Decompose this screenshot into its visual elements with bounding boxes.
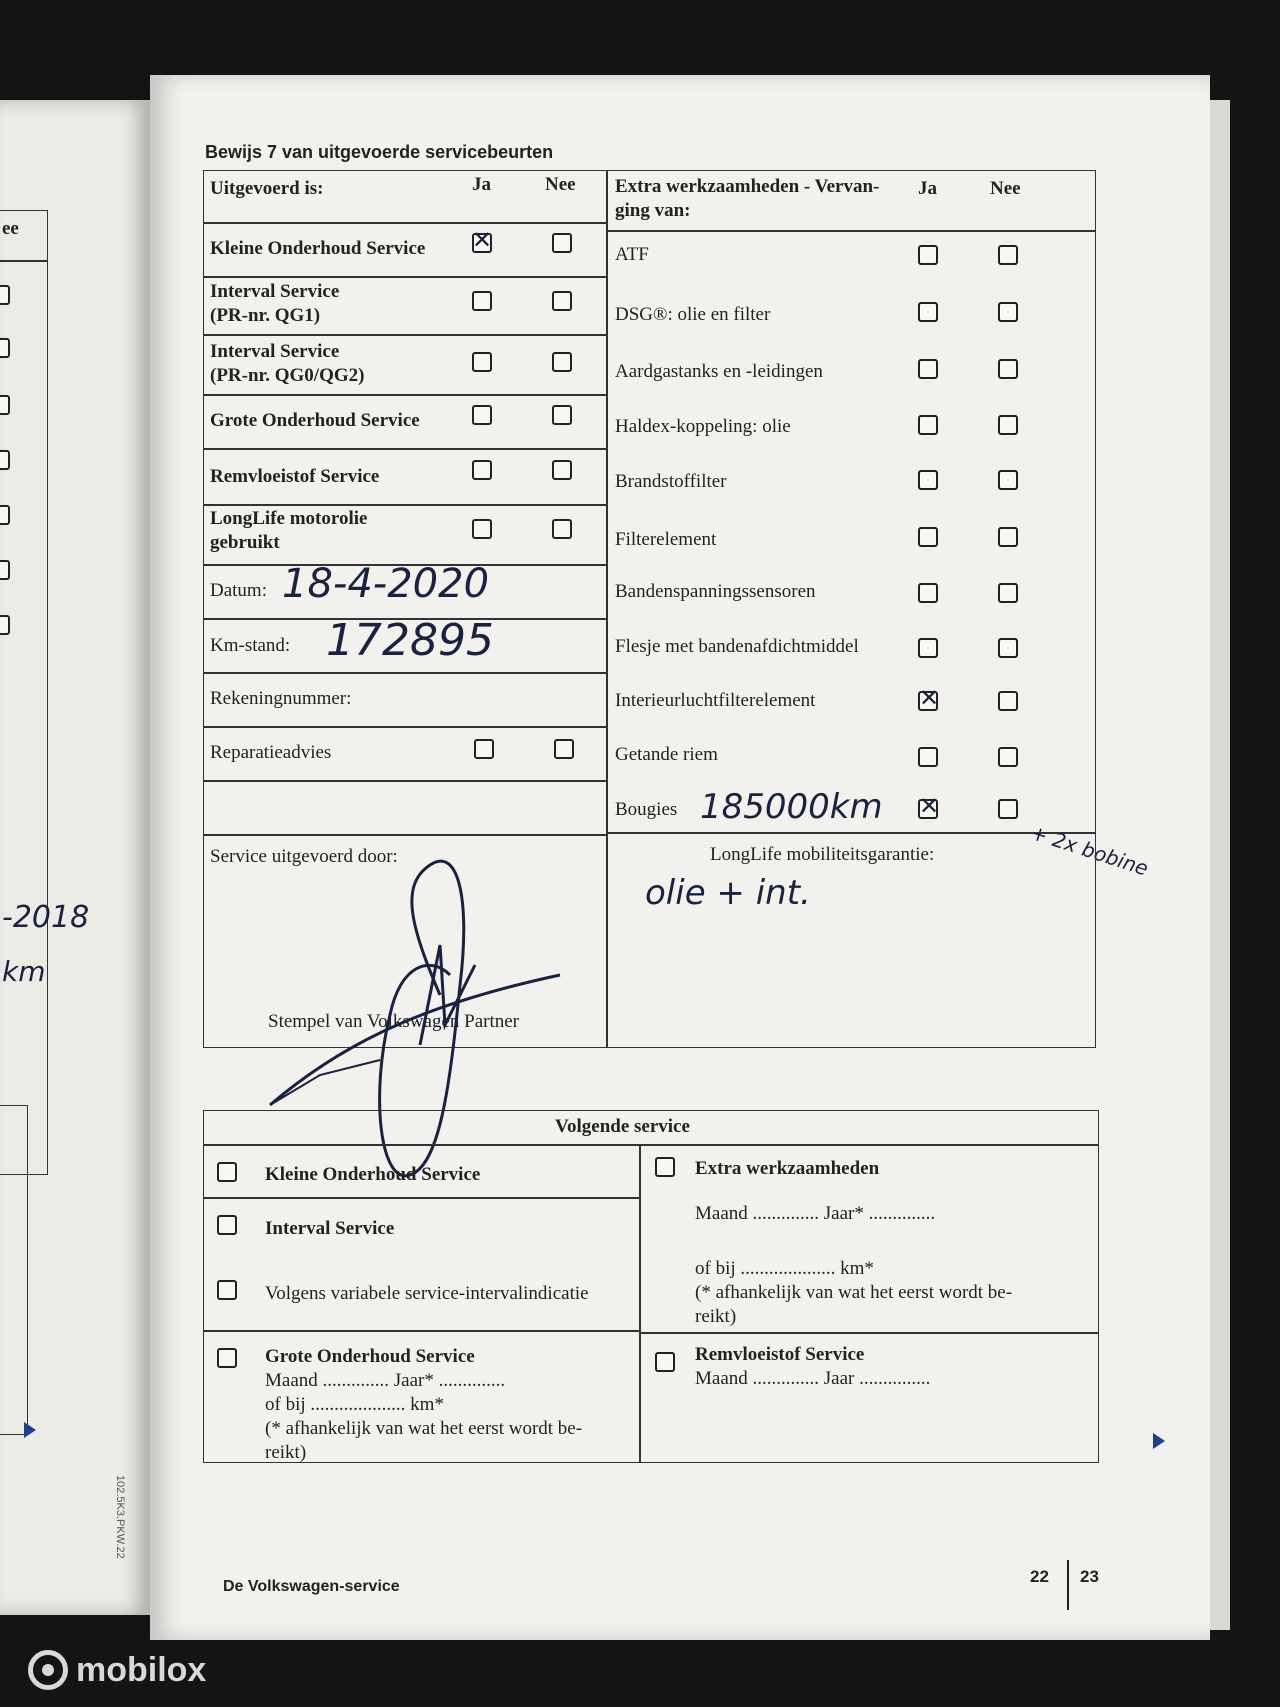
row-label: Flesje met bandenafdichtmiddel — [615, 636, 859, 657]
row-label: DSG®: olie en filter — [615, 304, 771, 325]
right-table-col-ja: Ja — [918, 178, 937, 199]
ja-checkbox[interactable] — [918, 638, 938, 658]
nee-checkbox[interactable] — [998, 302, 1018, 322]
row-label: Bougies — [615, 799, 678, 820]
nee-checkbox[interactable] — [998, 583, 1018, 603]
stamp-label: Stempel van Volkswagen Partner — [268, 1011, 520, 1032]
left-table-header-label: Uitgevoerd is: — [210, 178, 324, 199]
row-label: LongLife motorolie gebruikt — [210, 508, 368, 553]
rem-title: Remvloeistof Service — [695, 1344, 865, 1365]
grote-text: Maand .............. Jaar* .............. of bij .................... km* (* afhankelijk van wat het eerst wordt be- reikt) — [265, 1370, 583, 1463]
checkbox — [0, 615, 10, 635]
row-label: Interval Service (PR-nr. QG0/QG2) — [210, 341, 365, 386]
right-table-col-nee: Nee — [990, 178, 1021, 199]
kleine-checkbox[interactable] — [217, 1162, 237, 1182]
ja-checkbox[interactable] — [474, 739, 494, 759]
checkbox — [0, 338, 10, 358]
nee-checkbox[interactable] — [552, 405, 572, 425]
nee-checkbox[interactable] — [998, 245, 1018, 265]
extra-title: Extra werkzaamheden — [695, 1158, 880, 1179]
checkbox — [0, 505, 10, 525]
left-page-next-service-cell — [0, 1105, 28, 1435]
ja-checkbox[interactable] — [918, 583, 938, 603]
ja-checkbox[interactable] — [918, 747, 938, 767]
next-service-title: Volgende service — [555, 1116, 690, 1137]
row-label: ATF — [615, 244, 649, 265]
row-label: Kleine Onderhoud Service — [210, 238, 426, 259]
mobility-handwritten-note: olie + int. — [645, 873, 811, 913]
nee-checkbox[interactable] — [552, 460, 572, 480]
ja-checkbox[interactable] — [472, 352, 492, 372]
left-table-col-ja: Ja — [472, 174, 491, 195]
left-page — [0, 100, 150, 1615]
ja-checkbox[interactable] — [918, 470, 938, 490]
nee-checkbox[interactable] — [998, 691, 1018, 711]
row-label: Remvloeistof Service — [210, 466, 380, 487]
mobilox-logo-icon — [28, 1650, 68, 1690]
nee-checkbox[interactable] — [998, 527, 1018, 547]
extra-km: of bij .................... km* (* afhankelijk van wat het eerst wordt be- reikt) — [695, 1258, 1013, 1327]
mobility-label: LongLife mobiliteitsgarantie: — [710, 844, 935, 865]
variabel-checkbox[interactable] — [217, 1280, 237, 1300]
nee-checkbox[interactable] — [552, 291, 572, 311]
rem-checkbox[interactable] — [655, 1352, 675, 1372]
bougies-handwritten-km: 185000km — [700, 787, 883, 827]
checkbox — [0, 450, 10, 470]
interval-checkbox[interactable] — [217, 1215, 237, 1235]
left-page-handwritten-date: -2018 — [2, 900, 90, 935]
checkbox — [0, 285, 10, 305]
km-value: 172895 — [326, 615, 494, 666]
row-label: Grote Onderhoud Service — [210, 410, 420, 431]
nee-checkbox[interactable] — [554, 739, 574, 759]
ja-checkbox-checked[interactable]: ✕ — [919, 792, 940, 820]
nee-checkbox[interactable] — [998, 359, 1018, 379]
nee-checkbox[interactable] — [998, 747, 1018, 767]
nee-checkbox[interactable] — [552, 519, 572, 539]
ja-checkbox-checked[interactable]: ✕ — [919, 684, 940, 712]
ja-checkbox[interactable] — [472, 460, 492, 480]
extra-month: Maand .............. Jaar* .............. — [695, 1203, 936, 1224]
next-page-arrow-icon — [24, 1422, 36, 1438]
row-label: Interval Service (PR-nr. QG1) — [210, 281, 340, 326]
left-page-handwritten-km: km — [2, 955, 46, 988]
right-page — [114, 75, 1210, 1640]
datum-label: Datum: — [210, 580, 267, 601]
ja-checkbox[interactable] — [918, 527, 938, 547]
footer-title: De Volkswagen-service — [223, 1578, 400, 1595]
service-by-label: Service uitgevoerd door: — [210, 846, 398, 867]
row-label: Getande riem — [615, 744, 718, 765]
ja-checkbox[interactable] — [472, 291, 492, 311]
nee-checkbox[interactable] — [998, 470, 1018, 490]
row-label: Haldex-koppeling: olie — [615, 416, 791, 437]
nee-checkbox[interactable] — [998, 415, 1018, 435]
grote-checkbox[interactable] — [217, 1348, 237, 1368]
page-number-left: 22 — [1030, 1567, 1049, 1586]
right-table-header-label: Extra werkzaamheden - Vervan- ging van: — [615, 176, 880, 221]
rem-text: Maand .............. Jaar ............... — [695, 1368, 931, 1389]
row-label: Interieurluchtfilterelement — [615, 690, 816, 711]
nee-checkbox[interactable] — [552, 352, 572, 372]
watermark-text: mobilox — [76, 1650, 207, 1689]
kleine-label: Kleine Onderhoud Service — [265, 1164, 481, 1185]
row-label: Brandstoffilter — [615, 471, 727, 492]
interval-label: Interval Service — [265, 1218, 395, 1239]
left-page-header-fragment: ee — [2, 218, 19, 239]
page-title: Bewijs 7 van uitgevoerde servicebeurten — [205, 142, 554, 162]
datum-value: 18-4-2020 — [282, 561, 490, 607]
checkbox — [0, 395, 10, 415]
left-table-col-nee: Nee — [545, 174, 576, 195]
checkbox — [0, 560, 10, 580]
row-label: Filterelement — [615, 529, 717, 550]
ja-checkbox-checked[interactable]: ✕ — [472, 226, 493, 254]
rekening-label: Rekeningnummer: — [210, 688, 352, 709]
ja-checkbox[interactable] — [918, 302, 938, 322]
ja-checkbox[interactable] — [918, 359, 938, 379]
side-code: 102.5K3.PKW.22 — [114, 1475, 126, 1559]
empty-row — [203, 780, 608, 836]
ja-checkbox[interactable] — [918, 245, 938, 265]
row-label: Aardgastanks en -leidingen — [615, 361, 823, 382]
km-label: Km-stand: — [210, 635, 291, 656]
next-page-arrow-icon — [1153, 1433, 1165, 1449]
bougies-handwritten-extra: + 2x bobine — [1027, 820, 1152, 881]
ja-checkbox[interactable] — [472, 405, 492, 425]
extra-checkbox[interactable] — [655, 1157, 675, 1177]
nee-checkbox[interactable] — [998, 638, 1018, 658]
page-number-divider — [1067, 1560, 1069, 1610]
grote-title: Grote Onderhoud Service — [265, 1346, 475, 1367]
reparatie-label: Reparatieadvies — [210, 742, 332, 763]
row-label: Bandenspanningssensoren — [615, 581, 816, 602]
variabel-label: Volgens variabele service-intervalindicatie — [265, 1283, 589, 1304]
ja-checkbox[interactable] — [472, 519, 492, 539]
nee-checkbox[interactable] — [552, 233, 572, 253]
ja-checkbox[interactable] — [918, 415, 938, 435]
page-number-right: 23 — [1080, 1567, 1099, 1586]
watermark-logo — [28, 1650, 206, 1690]
nee-checkbox[interactable] — [998, 799, 1018, 819]
